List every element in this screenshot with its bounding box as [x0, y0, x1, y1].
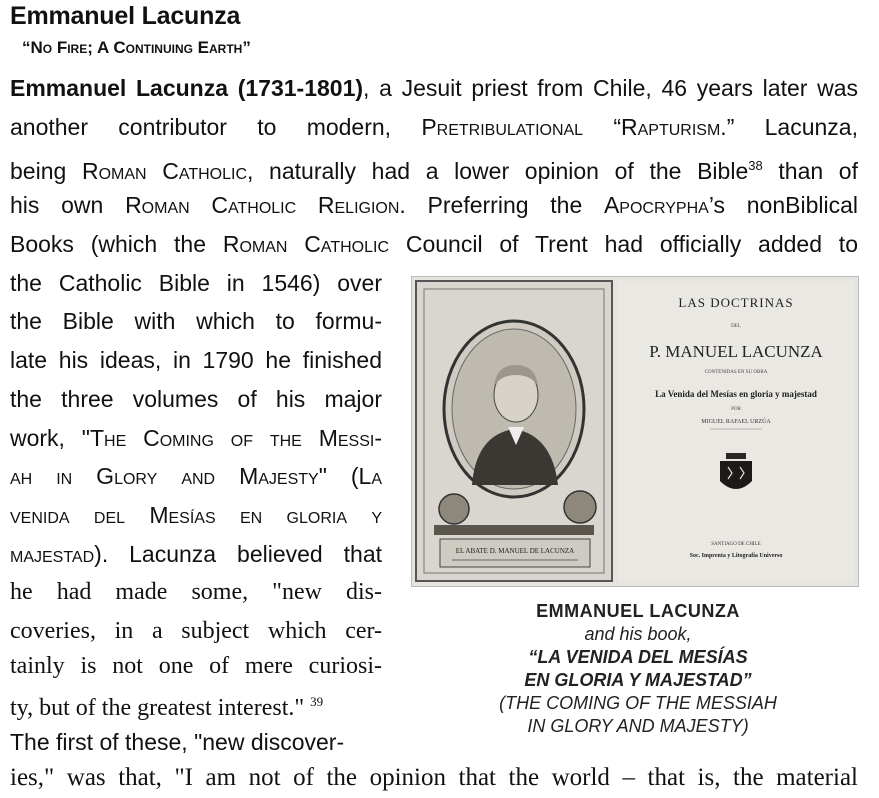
- globe-icon: [564, 491, 596, 523]
- paragraph-line: tainly is not one of mere curiosi-: [10, 653, 382, 679]
- book-title-3: P. MANUEL LACUNZA: [649, 342, 823, 361]
- paragraph-line: Books (which the Roman Catholic Council of Trent had officially added to: [10, 231, 858, 257]
- caption-line-3: “LA VENIDA DEL MESÍAS: [528, 647, 748, 667]
- footnote-ref: 38: [748, 158, 763, 173]
- paragraph-line: venida del Mesías en gloria y: [10, 502, 382, 528]
- book-figure-art: [412, 277, 858, 586]
- paragraph-line: ies," was that, "I am not of the opinion that the world – that is, the material: [10, 764, 858, 791]
- paragraph-line: his own Roman Catholic Religion. Preferring the Apocrypha’s nonBiblical: [10, 192, 858, 218]
- caption-line-6: IN GLORY AND MAJESTY): [527, 716, 749, 736]
- paragraph-line: coveries, in a subject which cer-: [10, 618, 382, 644]
- caption-line-2: and his book,: [584, 624, 692, 644]
- globe-icon: [439, 494, 469, 524]
- paragraph-line: ah in Glory and Majesty" (La: [10, 463, 382, 489]
- book-line-small: CONTENIDAS EN SU OBRA: [704, 370, 768, 375]
- book-title-1: LAS DOCTRINAS: [678, 295, 794, 310]
- paragraph-line: late his ideas, in 1790 he finished: [10, 347, 382, 373]
- paragraph-line: work, "The Coming of the Messi-: [10, 425, 382, 451]
- caption-line-1: EMMANUEL LACUNZA: [536, 601, 740, 621]
- paragraph-line: being Roman Catholic, naturally had a lower opinion of the Bible$^{38}$ than of: [10, 158, 858, 184]
- book-title-2: DEL: [731, 324, 741, 329]
- crest-icon: [720, 461, 752, 489]
- figure-caption: [458, 600, 818, 738]
- book-pub-2: Soc. Imprenta y Litografía Universo: [689, 553, 783, 559]
- article-title: Emmanuel Lacunza: [10, 2, 241, 30]
- paragraph-line: The first of these, "new discover-: [10, 729, 345, 755]
- article-subtitle: “No Fire; A Continuing Earth”: [22, 38, 251, 57]
- book-figure: [411, 276, 859, 587]
- paragraph-line: ty, but of the greatest interest." $^{39}$: [10, 694, 324, 721]
- footnote-ref: 39: [310, 694, 324, 709]
- portrait-label: EL ABATE D. MANUEL DE LACUNZA: [455, 547, 575, 555]
- lacunza-name-bold: Emmanuel Lacunza (1731-1801): [10, 75, 364, 101]
- book-author: MIGUEL RAFAEL URZÚA: [701, 419, 771, 425]
- paragraph-line: the Bible with which to formu-: [10, 308, 382, 334]
- caption-line-5: (THE COMING OF THE MESSIAH: [499, 693, 777, 713]
- book-pub-1: SANTIAGO DE CHILE: [711, 542, 761, 547]
- paragraph-line: the three volumes of his major: [10, 386, 382, 412]
- paragraph-line: Emmanuel Lacunza (1731-1801), a Jesuit priest from Chile, 46 years later was: [10, 75, 858, 101]
- paragraph-line: another contributor to modern, Pretribulational “Rapturism.” Lacunza,: [10, 114, 858, 140]
- book-by: POR: [731, 407, 741, 412]
- caption-line-4: EN GLORIA Y MAJESTAD”: [524, 670, 752, 690]
- paragraph-line: the Catholic Bible in 1546) over: [10, 270, 382, 296]
- book-work: La Venida del Mesías en gloria y majestad: [655, 389, 817, 399]
- paragraph-line: he had made some, "new dis-: [10, 579, 382, 605]
- paragraph-line: majestad). Lacunza believed that: [10, 541, 382, 567]
